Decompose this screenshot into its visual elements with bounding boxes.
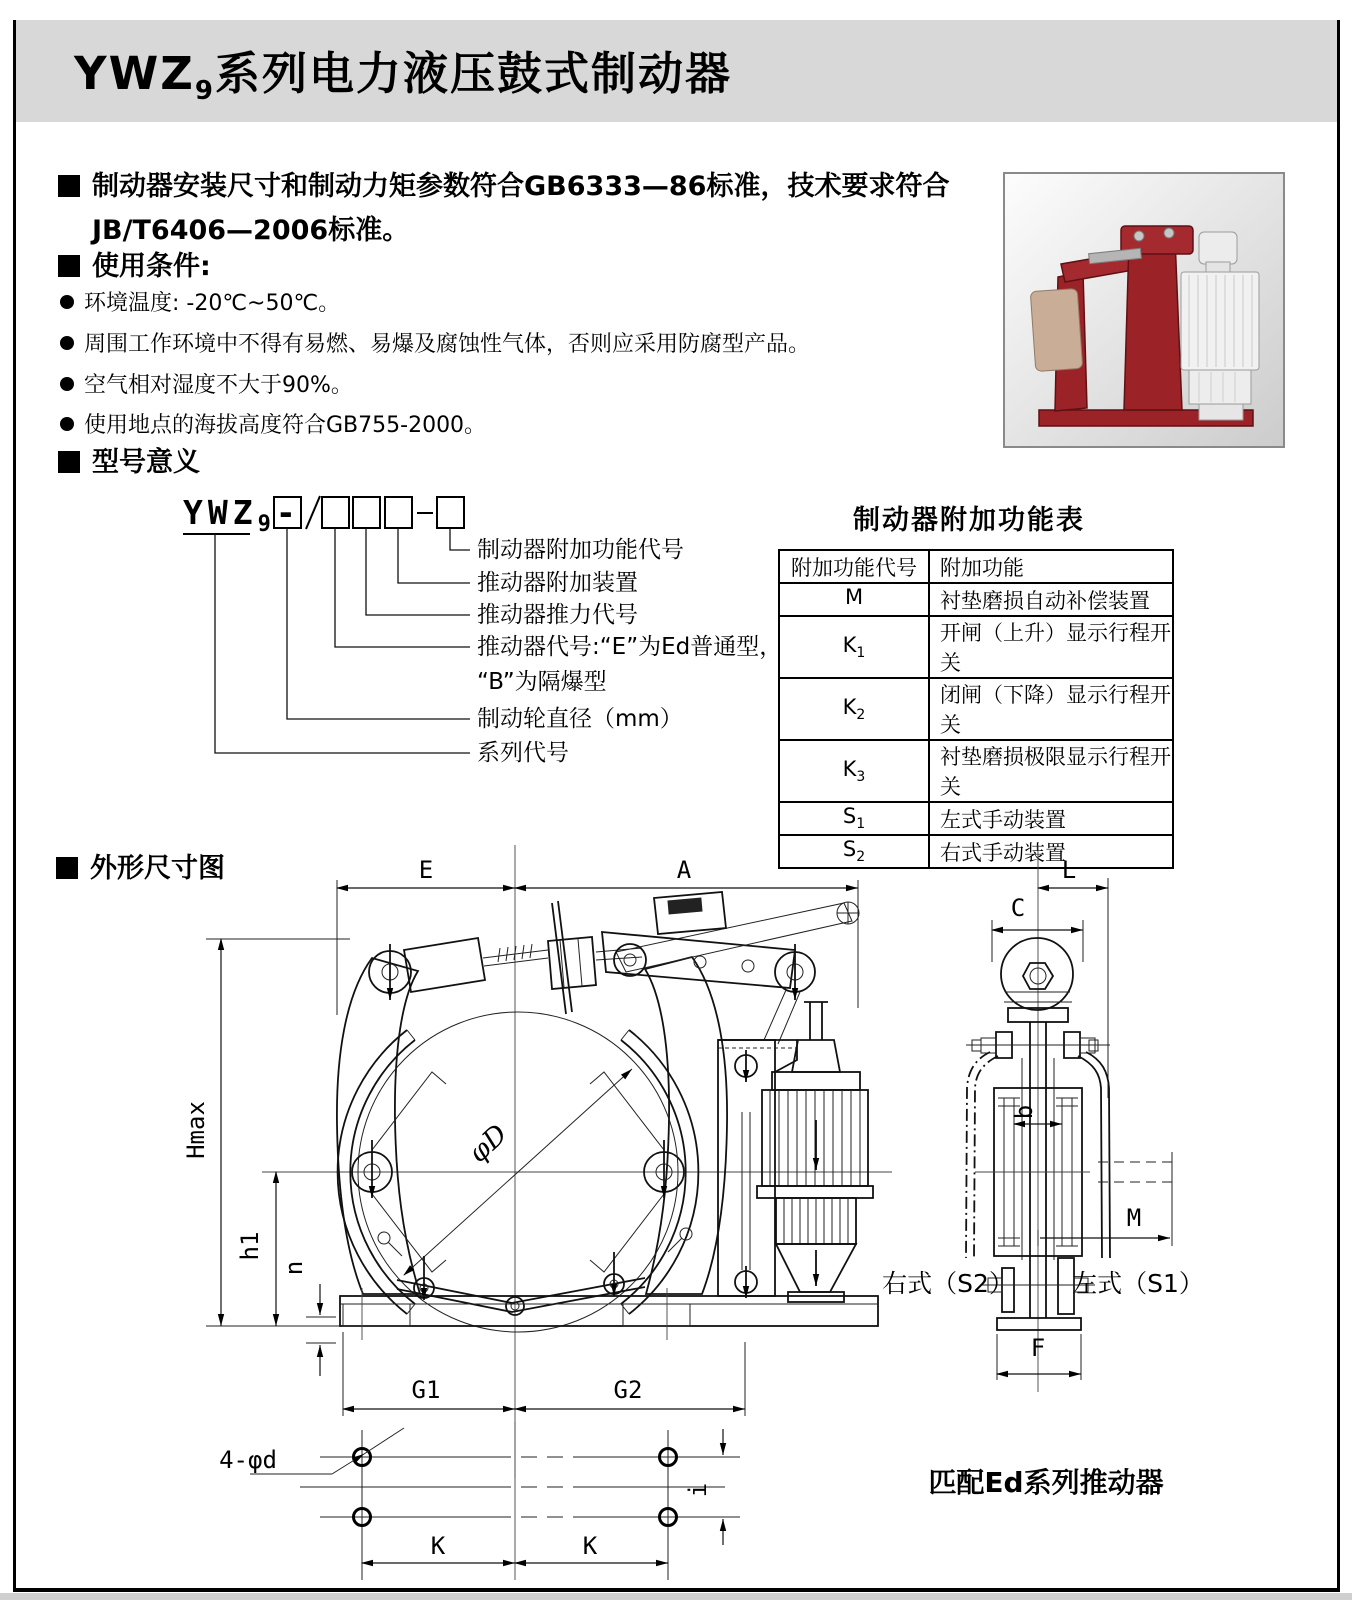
usage-item xyxy=(60,286,340,317)
code-sub: 1 xyxy=(856,816,866,833)
model-label: 推动器推力代号 xyxy=(477,602,638,628)
code-text: S xyxy=(842,837,857,862)
bolt xyxy=(1164,228,1174,238)
model-label: 推动器附加装置 xyxy=(477,570,638,596)
code-text: K xyxy=(842,694,857,719)
title-band xyxy=(16,20,1337,122)
dim-label-bolt-note: 4-φd xyxy=(219,1446,277,1474)
page-title xyxy=(74,37,732,106)
product-photo xyxy=(1003,172,1285,448)
square-bullet-icon xyxy=(58,175,80,197)
page-title-sub: 9 xyxy=(194,75,215,106)
model-label: 制动器附加功能代号 xyxy=(477,537,684,563)
model-label: 系列代号 xyxy=(477,740,569,766)
front-view-drawing xyxy=(182,845,892,1478)
model-label: 制动轮直径（mm） xyxy=(477,706,683,732)
cell-code xyxy=(779,678,929,740)
bolt-pattern xyxy=(219,1332,745,1580)
bolt xyxy=(1134,231,1144,241)
cell-func: 衬垫磨损自动补偿装置 xyxy=(929,583,1173,616)
usage-heading xyxy=(58,250,211,284)
model-code-sub: 9 xyxy=(257,512,276,537)
table-row xyxy=(779,583,1173,616)
dim-label-L: L xyxy=(1061,856,1077,884)
square-bullet-icon xyxy=(58,255,80,277)
model-label: “B”为隔爆型 xyxy=(477,669,607,695)
brake-pad xyxy=(1030,288,1082,371)
standards-line2: JB/T6406—2006标准。 xyxy=(92,215,410,246)
usage-heading-text: 使用条件: xyxy=(92,251,211,282)
model-heading-text: 型号意义 xyxy=(92,447,200,478)
table-row xyxy=(779,678,1173,740)
usage-item-text: 周围工作环境中不得有易燃、易爆及腐蚀性气体，否则应采用防腐型产品。 xyxy=(84,332,811,357)
code-text: K xyxy=(842,632,857,657)
header-code: 附加功能代号 xyxy=(779,550,929,583)
label-right-type: 右式（S2） xyxy=(882,1269,1014,1298)
dim-label-b: b xyxy=(1010,1104,1038,1120)
model-code-diagram xyxy=(150,480,790,790)
page-title-pre: YWZ xyxy=(74,46,195,100)
model-heading xyxy=(58,446,200,480)
model-label: 推动器代号:“E”为Ed普通型， xyxy=(477,634,783,660)
cell-func: 开闸（上升）显示行程开关 xyxy=(929,616,1173,678)
dim-label-phiD: φD xyxy=(462,1118,514,1169)
dim-label-h1: h1 xyxy=(236,1231,264,1261)
dot-bullet-icon xyxy=(60,417,74,431)
dimension-drawing xyxy=(0,820,1352,1600)
table-row xyxy=(779,616,1173,678)
code-connector-lines xyxy=(215,528,470,753)
cell-func: 左式手动装置 xyxy=(929,802,1173,835)
cell-func: 闭闸（下降）显示行程开关 xyxy=(929,678,1173,740)
code-sub: 3 xyxy=(856,769,866,786)
function-table-section xyxy=(778,498,1171,869)
usage-item-text: 使用地点的海拔高度符合GB755-2000。 xyxy=(84,413,487,438)
cell-code xyxy=(779,740,929,802)
usage-item-text: 环境温度: -20℃~50℃。 xyxy=(84,291,341,316)
usage-item xyxy=(60,368,353,399)
dim-label-G1: G1 xyxy=(411,1376,441,1404)
cell-code xyxy=(779,583,929,616)
usage-item-text: 空气相对湿度不大于90%。 xyxy=(84,373,353,398)
cell-func: 衬垫磨损极限显示行程开关 xyxy=(929,740,1173,802)
usage-item xyxy=(60,408,486,439)
dim-label-M: M xyxy=(1126,1204,1142,1232)
drawing-caption: 匹配Ed系列推动器 xyxy=(928,1466,1164,1499)
dimension-heading-text: 外形尺寸图 xyxy=(90,853,225,884)
dim-label-i: i xyxy=(684,1482,712,1498)
dim-label-E: E xyxy=(418,856,434,884)
table-header-row xyxy=(779,550,1173,583)
cell-code xyxy=(779,616,929,678)
standards-line1: 制动器安装尺寸和制动力矩参数符合GB6333—86标准，技术要求符合 xyxy=(92,171,950,202)
model-code-pre: YWZ xyxy=(183,493,258,532)
dim-label-n: n xyxy=(280,1260,308,1276)
code-sub: 1 xyxy=(856,645,866,662)
function-table-title: 制动器附加功能表 xyxy=(853,505,1085,536)
square-bullet-icon xyxy=(58,451,80,473)
usage-item xyxy=(60,327,810,358)
dim-label-G2: G2 xyxy=(613,1376,643,1404)
standards-heading xyxy=(58,170,1038,204)
code-text: K xyxy=(842,756,857,781)
dim-label-Hmax: Hmax xyxy=(182,1101,210,1159)
side-view-drawing xyxy=(882,845,1204,1499)
model-code-text xyxy=(183,493,301,537)
dim-label-K: K xyxy=(582,1532,598,1560)
page-title-post: 系列电力液压鼓式制动器 xyxy=(214,46,732,100)
dim-label-F: F xyxy=(1030,1334,1046,1362)
header-func: 附加功能 xyxy=(929,550,1173,583)
code-sub: 2 xyxy=(856,849,866,866)
cell-func: 右式手动装置 xyxy=(929,835,1173,868)
dot-bullet-icon xyxy=(60,336,74,350)
dim-label-A: A xyxy=(676,856,692,884)
dim-label-C: C xyxy=(1010,894,1026,922)
dot-bullet-icon xyxy=(60,295,74,309)
dim-label-K: K xyxy=(430,1532,446,1560)
label-left-type: 左式（S1） xyxy=(1072,1269,1204,1298)
code-text: S xyxy=(842,804,857,829)
code-sub: 2 xyxy=(856,707,866,724)
table-row xyxy=(779,740,1173,802)
code-text: M xyxy=(844,585,864,610)
dot-bullet-icon xyxy=(60,377,74,391)
code-boxes xyxy=(274,496,464,529)
model-code-dash: - xyxy=(275,493,301,532)
